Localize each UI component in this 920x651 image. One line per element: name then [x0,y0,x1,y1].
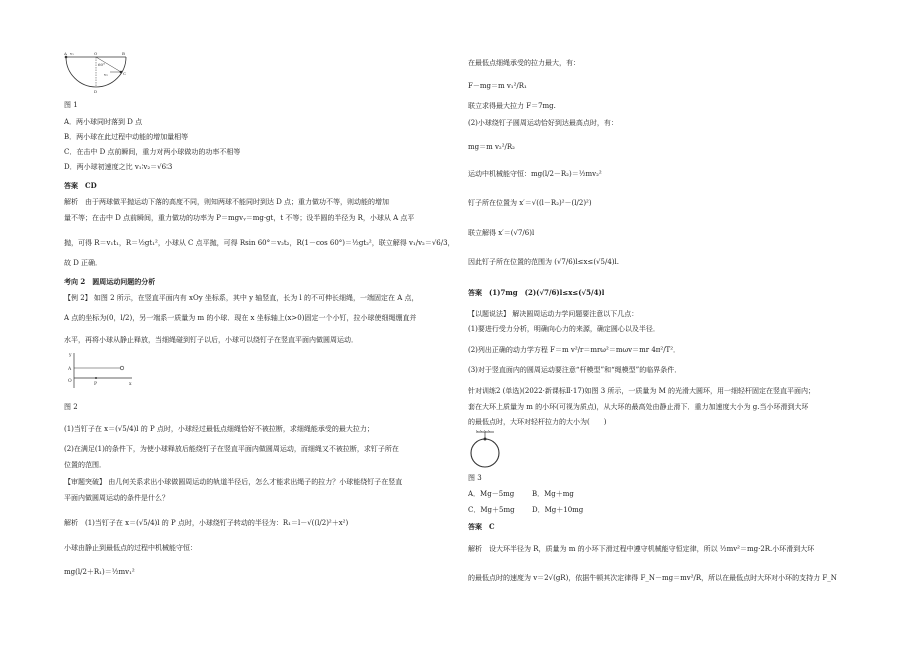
solution-3-line-1: 解析 设大环半径为 R，质量为 m 的小环下滑过程中遵守机械能守恒定律，所以 ½mv²＝mg·2R.小环滑到大环 [468,545,815,553]
fig1-label-d: D [94,89,98,94]
solution-line-2: 小球由静止到最低点的过程中机械能守恒： [64,544,197,552]
figure-2-coordinate [66,350,136,392]
option-3d: D．Mg＋10mg [532,506,584,514]
figure-3-caption: 图 3 [468,474,482,482]
right-line-3: 联立求得最大拉力 F＝7mg. [468,102,556,110]
figure-1-semicircle [64,52,134,98]
right-line-1: 在最低点细绳承受的拉力最大，有： [468,59,580,67]
solution-3-line-2: 的最低点时的速度为 v＝2√(gR)，依据牛顿其次定律得 F_N－mg＝mv²/R，所以在最低点时大环对小环的支持力 F_N [468,574,837,582]
review-line-1: 【审题突破】 由几何关系求出小球做圆周运动的轨道半径后，怎么才能求出绳子的拉力？小球能绕钉子在竖直 [64,478,403,486]
fig1-label-b: B [122,52,125,56]
fig1-label-c: C [123,71,127,76]
right-line-9: 因此钉子所在位置的范围为 (√7/6)l≤x≤(√5/4)l. [468,258,619,266]
right-line-5: mg＝m v₂²/R₂ [468,143,515,151]
practice-line-1: 针对训练2 (单选)(2022·新课标Ⅱ·17)如图 3 所示，一质量为 M 的光滑大圆环，用一细轻杆固定在竖直平面内； [468,387,816,395]
answer-2: 答案 (1)7mg (2)(√7/6)l≤x≤(√5/4)l [468,288,605,297]
fig2-label-p: P [94,382,98,387]
tip-title: 【以题说法】 解决圆周运动力学问题要注意以下几点： [468,310,639,318]
section-title: 考向 2 圆周运动问题的分析 [64,277,156,286]
fig2-label-y: y [69,353,72,358]
fig2-label-a: A [68,367,72,372]
fig2-label-o: O [68,379,72,384]
answer-1: 答案 CD [64,181,97,190]
fig1-label-a: A [64,52,67,56]
example-2-line-2: A 点的坐标为(0，l/2)，另一端系一质量为 m 的小球．现在 x 坐标轴上(x>0)固定一个小钉，拉小球使细绳绷直并 [64,314,417,322]
answer-3: 答案 C [468,522,495,531]
tip-2: (2)列出正确的动力学方程 F＝m v²/r＝mrω²＝mωv＝mr 4π²/T²． [468,346,681,354]
example-2-line-3: 水平，再将小球从静止释放，当细绳碰到钉子以后，小球可以绕钉子在竖直平面内做圆周运动． [64,336,358,344]
option-b: B．两小球在此过程中动能的增加量相等 [64,133,189,141]
question-2-line-2: 位置的范围． [64,461,106,469]
figure-3-ring [468,430,502,470]
option-c: C．在击中 D 点前瞬间，重力对两小球做功的功率不相等 [64,148,241,156]
option-d: D．两小球初速度之比 v₁∶v₂＝√6∶3 [64,163,173,171]
right-line-2: F－mg＝m v₁²/R₁ [468,82,527,90]
practice-line-3: 的最低点时，大环对轻杆拉力的大小为( ) [468,418,607,426]
question-1: (1)当钉子在 x＝(√5/4)l 的 P 点时，小球经过最低点细绳恰好不被拉断，求细绳能承受的最大拉力； [64,425,374,433]
right-line-7: 钉子所在位置为 x′＝√((l－R₂)²－(l/2)²) [468,199,592,207]
option-3c: C．Mg＋5mg [468,506,515,514]
review-line-2: 平面内做圆周运动的条件是什么？ [64,494,169,502]
question-2-line-1: (2)在满足(1)的条件下，为使小球释放后能绕钉子在竖直平面内做圆周运动，而细绳又不被拉断，求钉子所在 [64,445,399,453]
option-3b: B．Mg＋mg [532,490,574,498]
right-line-8: 联立解得 x′＝(√7/6)l [468,229,535,237]
fig1-label-o: O [94,52,98,56]
fig1-label-angle: 60° [98,62,106,67]
solution-line-3: mg(l/2＋R₁)＝½mv₁² [64,568,135,576]
fig1-label-v2: v₂ [104,72,108,77]
option-3a: A．Mg－5mg [468,490,515,498]
tip-1: (1)要进行受力分析，明确向心力的来源，确定圆心以及半径． [468,325,660,333]
right-line-6: 运动中机械能守恒：mg(l/2－R₂)＝½mv₂² [468,170,602,178]
fig2-label-x: x [129,382,132,387]
option-a: A．两小球同时落到 D 点 [64,118,143,126]
figure-1-caption: 图 1 [64,101,78,109]
solution-line-1: 解析 (1)当钉子在 x＝(√5/4)l 的 P 点时，小球绕钉子转动的半径为：R₁＝l－√((l/2)²＋x²) [64,519,349,527]
example-2-line-1: 【例 2】 如图 2 所示，在竖直平面内有 xOy 坐标系，其中 y 轴竖直，长为 l 的不可伸长细绳，一端固定在 A 点， [64,294,419,302]
right-line-4: (2)小球绕钉子圆周运动恰好到达最高点时，有： [468,119,618,127]
tip-3: (3)对于竖直面内的圆周运动要注意“杆模型”和“绳模型”的临界条件． [468,366,682,374]
practice-line-2: 套在大环上质量为 m 的小环(可视为质点)，从大环的最高处由静止滑下．重力加速度大小为 g.当小环滑到大环 [468,403,809,411]
analysis-line-1: 解析 由于两球做平抛运动下落的高度不同，则知两球不能同时到达 D 点；重力做功不等，则动能的增加 [64,198,390,206]
figure-2-caption: 图 2 [64,403,78,411]
analysis-line-3: 抛，可得 R＝v₁t₁，R＝½gt₁²，小球从 C 点平抛，可得 Rsin 60°＝v₂t₂，R(1－cos 60°)＝½gt₂²，联立解得 v₁/v₂＝√6/3， [64,239,455,247]
fig1-label-v1: v₁ [70,52,74,56]
analysis-line-4: 故 D 正确． [64,259,103,267]
analysis-line-2: 量不等；在击中 D 点前瞬间，重力做功的功率为 P＝mgvᵧ＝mg·gt，t 不等；设半圆的半径为 R，小球从 A 点平 [64,214,415,222]
